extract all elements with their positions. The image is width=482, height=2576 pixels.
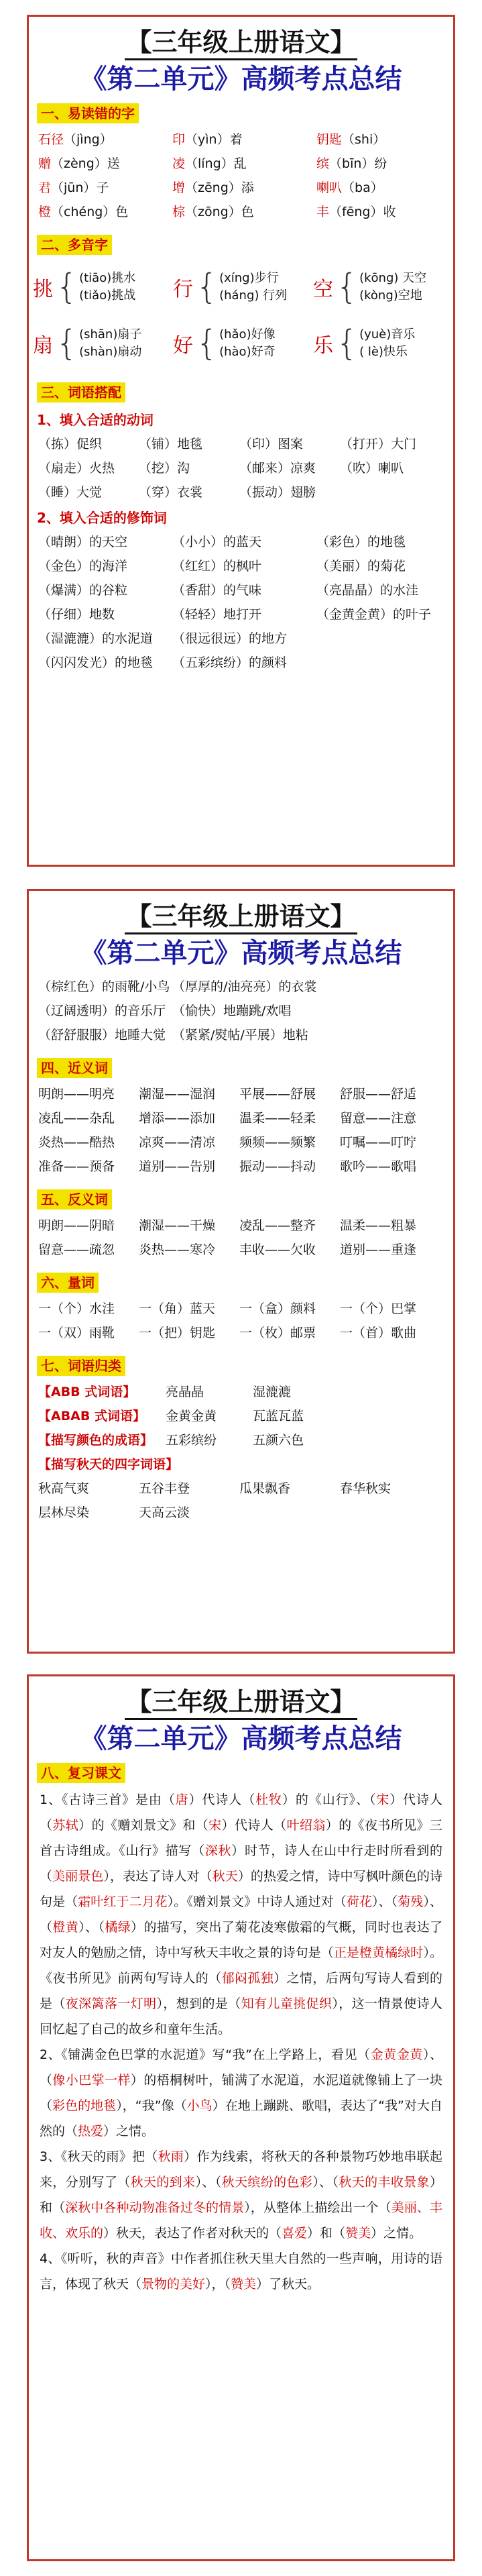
verb-list bbox=[29, 432, 453, 504]
review-paragraphs bbox=[29, 1787, 453, 2297]
word-item: 秋高气爽 bbox=[38, 1481, 90, 1496]
reading: (yuè)音乐 bbox=[359, 327, 416, 341]
highlight-char: 丰 bbox=[316, 205, 330, 219]
section-heading: 三、词语搭配 bbox=[37, 382, 125, 402]
word-item: 明朗——阴暗 bbox=[38, 1218, 115, 1233]
word-item: （打开）大门 bbox=[340, 437, 417, 451]
text-segment: 1、《古诗三首》是由（ bbox=[40, 1792, 176, 1807]
text-segment: 2、《铺满金色巴掌的水泥道》写“我”在上学路上，看见（ bbox=[40, 2047, 371, 2062]
list-row bbox=[29, 578, 453, 602]
reading: (shàn)扇动 bbox=[79, 345, 142, 359]
list-row bbox=[29, 152, 453, 176]
list-row bbox=[29, 127, 453, 152]
word-item: 丰收——欠收 bbox=[239, 1242, 316, 1257]
reading: (tiǎo)挑战 bbox=[79, 288, 136, 303]
review-paragraph bbox=[29, 2144, 453, 2246]
polyphone-char: 空 bbox=[313, 278, 333, 301]
word-item: 一（角）蓝天 bbox=[139, 1301, 216, 1316]
word-item: 赠（zèng）送 bbox=[38, 156, 120, 171]
section-heading: 二、多音字 bbox=[37, 235, 112, 255]
answer-text: 深秋中各种动物准备过冬的情景 bbox=[65, 2200, 245, 2215]
word-item: 留意——注意 bbox=[340, 1111, 417, 1126]
readings bbox=[79, 270, 135, 305]
text-segment: ）、（ bbox=[195, 2175, 222, 2190]
page-title: 【三年级上册语文】 bbox=[29, 26, 453, 60]
answer-text: 唐 bbox=[175, 1792, 189, 1807]
highlight-char: 喇叭 bbox=[316, 180, 343, 195]
word-item: 温柔——粗暴 bbox=[340, 1218, 417, 1233]
answer-text: 宋 bbox=[208, 1818, 222, 1833]
answer-text: 荷花 bbox=[346, 1894, 372, 1909]
section-heading: 八、复习课文 bbox=[37, 1763, 125, 1783]
answer-text: 赞美 bbox=[231, 2277, 257, 2292]
reading: (shān)扇子 bbox=[79, 327, 142, 341]
word-item: （金色）的海洋 bbox=[38, 559, 128, 574]
word-item bbox=[316, 627, 450, 651]
answer-text: 像小巴掌一样 bbox=[52, 2073, 131, 2088]
text-segment: ），表达了诗人对（ bbox=[103, 1869, 213, 1884]
answer-text: 美丽、丰收、欢乐的 bbox=[40, 2200, 442, 2241]
word-item: 振动——抖动 bbox=[239, 1159, 316, 1174]
reading: (hào)好奇 bbox=[219, 345, 276, 359]
word-item bbox=[316, 651, 450, 675]
review-paragraph bbox=[29, 2246, 453, 2297]
list-row bbox=[29, 999, 453, 1023]
answer-text: 郁闷孤独 bbox=[221, 1971, 274, 1986]
word-item: 层林尽染 bbox=[38, 1505, 90, 1520]
modifier-list bbox=[29, 530, 453, 675]
reading: (háng) 行列 bbox=[219, 288, 288, 303]
word-item: 缤（bīn）纷 bbox=[316, 156, 387, 171]
answer-text: 深秋 bbox=[204, 1843, 232, 1858]
answer-text: 喜爱 bbox=[282, 2226, 308, 2241]
text-segment: ），想到的是（ bbox=[156, 1996, 241, 2011]
word-item: 一（双）雨靴 bbox=[38, 1326, 115, 1340]
text-segment: ）代诗人（ bbox=[221, 1818, 287, 1833]
word-item: （香甜）的气味 bbox=[172, 583, 262, 598]
answer-text: 正是橙黄橘绿时 bbox=[333, 1945, 424, 1960]
antonym-list bbox=[29, 1214, 453, 1262]
word-item bbox=[340, 1501, 440, 1525]
word-item: （彩色）的地毯 bbox=[316, 535, 406, 549]
polyphone-item bbox=[33, 317, 173, 370]
word-item bbox=[340, 480, 440, 504]
highlight-char: 棕 bbox=[172, 205, 186, 219]
word-item: 一（枚）邮票 bbox=[239, 1326, 316, 1340]
measure-word-list bbox=[29, 1297, 453, 1345]
text-segment: ）了秋天。 bbox=[256, 2277, 320, 2292]
answer-text: 叶绍翁 bbox=[286, 1818, 326, 1833]
text-segment: ）。《赠刘景文》中诗人通过对（ bbox=[167, 1894, 347, 1909]
answer-text: 秋天 bbox=[212, 1869, 238, 1884]
polyphone-item bbox=[313, 260, 453, 314]
word-item: 春华秋实 bbox=[340, 1481, 391, 1496]
sub-heading: 2、填入合适的修饰词 bbox=[37, 510, 167, 526]
word-item: 石径（jìng） bbox=[38, 132, 113, 147]
word-item: （棕红色）的雨靴/小鸟 bbox=[38, 979, 170, 994]
readings bbox=[359, 326, 415, 361]
review-paragraph bbox=[29, 2042, 453, 2144]
answer-text: 金黄金黄 bbox=[370, 2047, 423, 2062]
word-item: （辽阔透明）的音乐厅 bbox=[38, 1004, 166, 1018]
list-row bbox=[29, 602, 453, 627]
word-item: （扇走）火热 bbox=[38, 461, 115, 476]
section-heading: 一、易读错的字 bbox=[37, 103, 139, 123]
word-item: 一（首）歌曲 bbox=[340, 1326, 417, 1340]
highlight-char: 石径 bbox=[38, 132, 64, 147]
word-item: 增添——添加 bbox=[139, 1111, 216, 1126]
answer-text: 热爱 bbox=[78, 2124, 104, 2139]
word-item: （邮来）凉爽 bbox=[239, 461, 316, 476]
text-segment: ）、（ bbox=[40, 2047, 442, 2088]
section-heading: 六、量词 bbox=[37, 1273, 99, 1293]
polyphone-char: 扇 bbox=[33, 334, 53, 358]
polyphone-char: 好 bbox=[173, 334, 193, 358]
text-segment: 3、《秋天的雨》把（ bbox=[40, 2149, 158, 2164]
brace-icon: { bbox=[336, 323, 359, 364]
word-item: （舒舒服服）地睡大觉 bbox=[38, 1028, 166, 1042]
text-segment: ），从整体上描绘出一个（ bbox=[244, 2200, 391, 2215]
answer-text: 橘绿 bbox=[105, 1920, 131, 1935]
polyphone-char: 挑 bbox=[33, 278, 53, 301]
highlight-char: 凌 bbox=[172, 156, 186, 171]
category-row: 【描写秋天的四字词语】 bbox=[38, 1457, 179, 1472]
text-segment: ）和（ bbox=[307, 2226, 346, 2241]
word-item: 钥匙（shi） bbox=[316, 132, 386, 147]
polyphone-char: 行 bbox=[173, 278, 193, 301]
polyphone-item bbox=[33, 260, 173, 314]
word-item: 潮湿——湿润 bbox=[139, 1087, 216, 1102]
list-row bbox=[29, 1082, 453, 1106]
word-item: 频频——频繁 bbox=[239, 1135, 316, 1150]
page-subtitle: 《第二单元》高频考点总结 bbox=[80, 1723, 402, 1754]
word-item: （厚厚的/油亮亮）的衣裳 bbox=[172, 979, 317, 994]
word-item: （仔细）地数 bbox=[38, 607, 115, 622]
word-item: 凌乱——整齐 bbox=[239, 1218, 316, 1233]
answer-text: 菊残 bbox=[398, 1894, 424, 1909]
list-row bbox=[29, 530, 453, 554]
answer-text: 秋天缤纷的色彩 bbox=[221, 2175, 313, 2190]
word-item: 一（把）钥匙 bbox=[139, 1326, 216, 1340]
text-segment: 4、《听听，秋的声音》中作者抓住秋天里大自然的一些声响，用诗的语言，体现了秋天（ bbox=[40, 2251, 442, 2292]
word-item: （轻轻）地打开 bbox=[172, 607, 262, 622]
text-segment: ）作为线索，将秋天的各种景物巧妙地串联起来，分别写了（ bbox=[40, 2149, 442, 2190]
reading: (hǎo)好像 bbox=[219, 327, 276, 341]
answer-text: 美丽景色 bbox=[52, 1869, 104, 1884]
category-row: 【ABAB 式词语】 金黄金黄 瓦蓝瓦蓝 bbox=[38, 1409, 304, 1424]
highlight-char: 橙 bbox=[38, 205, 52, 219]
highlight-char: 钥匙 bbox=[316, 132, 343, 147]
answer-text: 彩色的地毯 bbox=[52, 2098, 117, 2113]
word-item: 留意——疏忽 bbox=[38, 1242, 115, 1257]
list-row bbox=[29, 456, 453, 480]
reading: ( lè)快乐 bbox=[359, 345, 408, 359]
answer-text: 杜牧 bbox=[255, 1792, 282, 1807]
word-item: 道别——重逢 bbox=[340, 1242, 417, 1257]
reading: (xíng)步行 bbox=[219, 271, 279, 285]
word-item: 凌乱——杂乱 bbox=[38, 1111, 115, 1126]
answer-text: 秋天的到来 bbox=[130, 2175, 196, 2190]
page-subtitle: 《第二单元》高频考点总结 bbox=[80, 64, 402, 95]
word-item: （很远很远）的地方 bbox=[172, 631, 288, 646]
text-segment: ）、（ bbox=[312, 2175, 339, 2190]
text-segment: ）和（ bbox=[40, 2175, 442, 2215]
reading: (kòng)空地 bbox=[359, 288, 422, 303]
text-segment: ）代诗人（ bbox=[188, 1792, 256, 1807]
readings bbox=[219, 270, 287, 305]
word-item: 道别——告别 bbox=[139, 1159, 216, 1174]
review-paragraph bbox=[29, 1787, 453, 2042]
word-item: 准备——预备 bbox=[38, 1159, 115, 1174]
readings bbox=[219, 326, 276, 361]
list-row bbox=[29, 1106, 453, 1130]
polyphone-row bbox=[29, 315, 453, 372]
section-heading: 四、近义词 bbox=[37, 1058, 112, 1078]
brace-icon: { bbox=[56, 323, 78, 364]
section-heading: 五、反义词 bbox=[37, 1189, 112, 1210]
text-segment: ）的热爱之情，诗中写枫叶颜色的诗句是（ bbox=[40, 1869, 442, 1909]
easy-chars-list bbox=[29, 127, 453, 224]
answer-text: 知有儿童挑促织 bbox=[241, 1996, 333, 2011]
page-3 bbox=[27, 1674, 455, 2561]
word-item: 炎热——酷热 bbox=[38, 1135, 115, 1150]
word-item: （挖）沟 bbox=[139, 461, 190, 476]
polyphone-row bbox=[29, 259, 453, 315]
synonym-list bbox=[29, 1082, 453, 1179]
word-item: 歌吟——歌唱 bbox=[340, 1159, 417, 1174]
modifier-list-continued bbox=[29, 975, 453, 1047]
sub-heading: 1、填入合适的动词 bbox=[37, 412, 154, 428]
list-row bbox=[29, 1214, 453, 1238]
word-item: 温柔——轻柔 bbox=[239, 1111, 316, 1126]
polyphone-list bbox=[29, 259, 453, 372]
list-row bbox=[29, 1477, 453, 1501]
word-item: 瓜果飘香 bbox=[239, 1481, 291, 1496]
word-item: 舒服——舒适 bbox=[340, 1087, 417, 1102]
word-item: 明朗——明亮 bbox=[38, 1087, 115, 1102]
text-segment: ）、（ bbox=[371, 1894, 398, 1909]
answer-text: 秋天的丰收景象 bbox=[339, 2175, 430, 2190]
section-heading: 七、词语归类 bbox=[37, 1356, 125, 1376]
text-segment: ）的梧桐树叶，铺满了水泥道，水泥道就像铺上了一块（ bbox=[40, 2073, 442, 2113]
brace-icon: { bbox=[196, 323, 219, 364]
brace-icon: { bbox=[336, 267, 359, 307]
page-2 bbox=[27, 889, 455, 1654]
text-segment: ）的《赠刘景文》和（ bbox=[78, 1818, 209, 1833]
word-item: 五谷丰登 bbox=[139, 1481, 190, 1496]
word-item bbox=[316, 975, 450, 999]
answer-text: 宋 bbox=[376, 1792, 390, 1807]
word-item: （红红）的枫叶 bbox=[172, 559, 262, 574]
list-row bbox=[29, 1501, 453, 1525]
word-item: （金黄金黄）的叶子 bbox=[316, 607, 432, 622]
word-item: 喇叭（ba） bbox=[316, 180, 383, 195]
highlight-char: 君 bbox=[38, 180, 52, 195]
text-segment: ）的《夜书所见》三首古诗组成。《山行》描写（ bbox=[40, 1818, 442, 1858]
answer-text: 赞美 bbox=[345, 2226, 371, 2241]
answer-text: 秋雨 bbox=[158, 2149, 184, 2164]
list-row bbox=[29, 1155, 453, 1179]
word-item: （晴朗）的天空 bbox=[38, 535, 128, 549]
list-row bbox=[29, 432, 453, 456]
word-item: 炎热——寒冷 bbox=[139, 1242, 216, 1257]
word-item: 增（zēng）添 bbox=[172, 180, 254, 195]
text-segment: ）代诗人（ bbox=[40, 1792, 442, 1833]
readings bbox=[79, 326, 141, 361]
word-item: 平展——舒展 bbox=[239, 1087, 316, 1102]
list-row bbox=[29, 627, 453, 651]
word-item: （愉快）地蹦跳/欢唱 bbox=[172, 1004, 292, 1018]
word-item: （睡）大觉 bbox=[38, 485, 103, 500]
list-row bbox=[29, 1321, 453, 1345]
readings bbox=[359, 270, 426, 305]
word-item: （拣）促织 bbox=[38, 437, 103, 451]
reading: (tiāo)挑水 bbox=[79, 271, 136, 285]
text-segment: ）之情。 bbox=[371, 2226, 422, 2241]
word-item: 橙（chéng）色 bbox=[38, 205, 129, 219]
reading: (kōng) 天空 bbox=[359, 271, 427, 285]
highlight-char: 缤 bbox=[316, 156, 330, 171]
text-segment: ）在地上蹦跳、歌唱，表达了“我”对大自然的（ bbox=[40, 2098, 442, 2139]
page-title: 【三年级上册语文】 bbox=[29, 1686, 453, 1720]
text-segment: ）、（ bbox=[78, 1920, 105, 1935]
page-title: 【三年级上册语文】 bbox=[29, 900, 453, 934]
highlight-char: 增 bbox=[172, 180, 186, 195]
list-row bbox=[29, 975, 453, 999]
word-item bbox=[239, 1501, 340, 1525]
word-item bbox=[316, 1023, 450, 1047]
word-item: （亮晶晶）的水洼 bbox=[316, 583, 419, 598]
list-row bbox=[29, 200, 453, 224]
word-item: 丰（fēng）收 bbox=[316, 205, 396, 219]
answer-text: 景物的美好 bbox=[141, 2277, 206, 2292]
word-item: 叮嘱——叮咛 bbox=[340, 1135, 417, 1150]
category-row: 【ABB 式词语】 亮晶晶 湿漉漉 bbox=[38, 1385, 292, 1399]
text-segment: ）之情。 bbox=[103, 2124, 155, 2139]
word-item: 君（jūn）子 bbox=[38, 180, 109, 195]
word-item: （紧紧/熨帖/平展）地粘 bbox=[172, 1028, 308, 1042]
answer-text: 橙黄 bbox=[52, 1920, 79, 1935]
word-item: （印）图案 bbox=[239, 437, 304, 451]
answer-text: 夜深篱落一灯明 bbox=[65, 1996, 157, 2011]
word-item: 凉爽——清凉 bbox=[139, 1135, 216, 1150]
word-item: （美丽）的菊花 bbox=[316, 559, 406, 574]
list-row bbox=[29, 1297, 453, 1321]
text-segment: ），“我”像（ bbox=[116, 2098, 187, 2113]
list-row bbox=[29, 480, 453, 504]
word-item: 凌（líng）乱 bbox=[172, 156, 247, 171]
list-row bbox=[29, 651, 453, 675]
polyphone-item bbox=[173, 317, 313, 370]
text-segment: ），（ bbox=[205, 2277, 231, 2292]
brace-icon: { bbox=[196, 267, 219, 307]
text-segment: ）之情，后两句写诗人看到的是（ bbox=[40, 1971, 442, 2011]
word-item: （湿漉漉）的水泥道 bbox=[38, 631, 154, 646]
polyphone-item bbox=[173, 260, 313, 314]
word-item: （爆满）的谷粒 bbox=[38, 583, 128, 598]
text-segment: ）时节，诗人在山中行走时所看到的（ bbox=[40, 1843, 442, 1884]
word-item: 印（yìn）着 bbox=[172, 132, 243, 147]
text-segment: ）、（ bbox=[40, 1894, 442, 1935]
category-row: 【描写颜色的成语】 五彩缤纷 五颜六色 bbox=[38, 1433, 304, 1448]
highlight-char: 印 bbox=[172, 132, 186, 147]
word-item: （铺）地毯 bbox=[139, 437, 203, 451]
answer-text: 小鸟 bbox=[186, 2098, 213, 2113]
word-item: 一（盒）颜料 bbox=[239, 1301, 316, 1316]
answer-text: 霜叶红于二月花 bbox=[78, 1894, 168, 1909]
word-item: （振动）翅膀 bbox=[239, 485, 316, 500]
word-item: （五彩缤纷）的颜料 bbox=[172, 655, 288, 670]
text-segment: ）秋天，表达了作者对秋天的（ bbox=[103, 2226, 282, 2241]
highlight-char: 赠 bbox=[38, 156, 52, 171]
text-segment: ）。《夜书所见》前两句写诗人的（ bbox=[40, 1945, 442, 1986]
word-item bbox=[316, 999, 450, 1023]
text-segment: ），这一情景使诗人回忆起了自己的故乡和童年生活。 bbox=[40, 1996, 442, 2037]
word-item: （闪闪发光）的地毯 bbox=[38, 655, 154, 670]
autumn-words-list bbox=[29, 1477, 453, 1525]
list-row bbox=[29, 554, 453, 578]
text-segment: ）的《山行》、（ bbox=[282, 1792, 377, 1807]
word-item: （穿）衣裳 bbox=[139, 485, 203, 500]
word-item: 一（个）水洼 bbox=[38, 1301, 115, 1316]
word-item: 天高云淡 bbox=[139, 1505, 190, 1520]
list-row bbox=[29, 176, 453, 200]
polyphone-char: 乐 bbox=[313, 334, 333, 358]
polyphone-item bbox=[313, 317, 453, 370]
word-item: 潮湿——干燥 bbox=[139, 1218, 216, 1233]
answer-text: 苏轼 bbox=[52, 1818, 79, 1833]
brace-icon: { bbox=[56, 267, 78, 307]
page-1 bbox=[27, 15, 455, 867]
list-row bbox=[29, 1023, 453, 1047]
text-segment: ）的描写，突出了菊花凌寒傲霜的气概，同时也表达了对友人的勉励之情，诗中写秋天丰收之景的诗句是（ bbox=[40, 1920, 442, 1960]
list-row bbox=[29, 1238, 453, 1262]
word-item: （吹）喇叭 bbox=[340, 461, 404, 476]
list-row bbox=[29, 1130, 453, 1155]
word-item: 棕（zōng）色 bbox=[172, 205, 254, 219]
word-item: 一（个）巴掌 bbox=[340, 1301, 417, 1316]
page-subtitle: 《第二单元》高频考点总结 bbox=[80, 938, 402, 969]
word-item: （小小）的蓝天 bbox=[172, 535, 262, 549]
